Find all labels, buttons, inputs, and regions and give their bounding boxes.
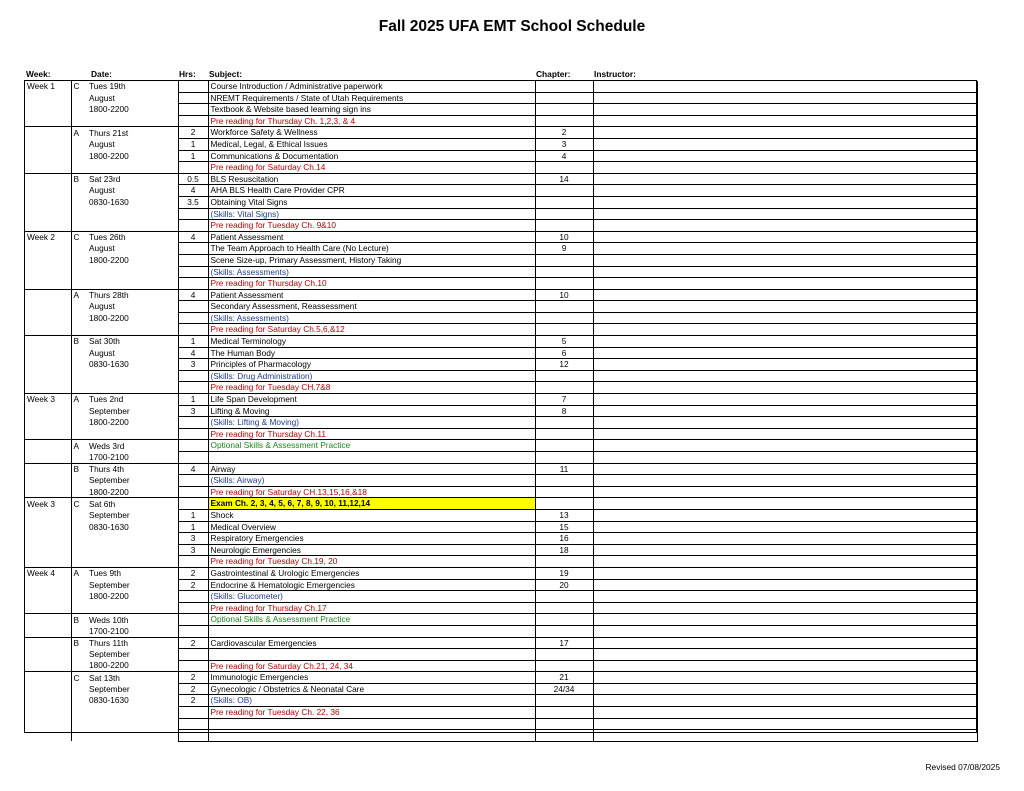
- chapter-cell: 11: [535, 463, 593, 475]
- hours-cell: 2: [178, 127, 208, 139]
- subject-cell: Respiratory Emergencies: [208, 533, 535, 545]
- subject-cell: Pre reading for Tuesday Ch. 9&10: [208, 220, 535, 232]
- chapter-cell: 21: [535, 672, 593, 684]
- subject-cell: Pre reading for Saturday CH.13,15,16,&18: [208, 486, 535, 498]
- date-cell: Thurs 4th: [87, 463, 178, 475]
- hours-cell: 1: [178, 394, 208, 406]
- date-cell: 1800-2200: [87, 591, 178, 603]
- chapter-cell: 19: [535, 567, 593, 579]
- subject-cell: Optional Skills & Assessment Practice: [208, 440, 535, 452]
- subject-cell: Patient Assessment: [208, 231, 535, 243]
- date-cell: 1800-2200: [87, 312, 178, 324]
- subject-cell: NREMT Requirements / State of Utah Requirements: [208, 92, 535, 104]
- header-hrs: Hrs:: [179, 69, 196, 79]
- date-cell: 1800-2200: [87, 486, 178, 498]
- section-cell: C: [73, 81, 80, 92]
- date-cell: Sat 30th: [87, 336, 178, 348]
- subject-cell: Medical, Legal, & Ethical Issues: [208, 138, 535, 150]
- date-cell: August: [87, 301, 178, 313]
- date-cell: 0830-1630: [87, 196, 178, 208]
- date-cell: 1800-2200: [87, 104, 178, 116]
- hours-cell: 1: [178, 509, 208, 521]
- subject-cell: Scene Size-up, Primary Assessment, History Taking: [208, 254, 535, 266]
- week-cell: Week 2: [25, 231, 71, 243]
- date-cell: Sat 23rd: [87, 173, 178, 185]
- subject-cell: Pre reading for Thursday Ch. 1,2,3, & 4: [208, 115, 535, 127]
- hours-cell: 3: [178, 544, 208, 556]
- subject-cell: BLS Resuscitation: [208, 173, 535, 185]
- date-cell: 1800-2200: [87, 150, 178, 162]
- hours-cell: 2: [178, 695, 208, 707]
- week-cell: Week 3: [25, 394, 71, 406]
- subject-cell: Shock: [208, 509, 535, 521]
- hours-cell: 0.5: [178, 173, 208, 185]
- date-cell: September: [87, 579, 178, 591]
- subject-cell: (Skills: Assessments): [208, 266, 535, 278]
- section-cell: B: [71, 614, 87, 626]
- hours-cell: 3: [178, 533, 208, 545]
- hours-cell: 4: [178, 347, 208, 359]
- date-cell: August: [87, 243, 178, 255]
- hours-cell: 3: [178, 405, 208, 417]
- date-cell: Tues 2nd: [87, 394, 178, 406]
- date-cell: August: [87, 185, 178, 197]
- subject-cell: (Skills: OB): [208, 695, 535, 707]
- subject-cell: Immunologic Emergencies: [208, 672, 535, 684]
- subject-cell: Pre reading for Thursday Ch.17: [208, 602, 535, 614]
- subject-cell: Airway: [208, 463, 535, 475]
- date-cell: 1800-2200: [87, 254, 178, 266]
- date-cell: 1800-2200: [87, 660, 178, 672]
- week-cell: Week 1: [25, 81, 71, 92]
- date-cell: 1700-2100: [87, 625, 178, 637]
- header-chapter: Chapter:: [536, 69, 571, 79]
- hours-cell: 4: [178, 231, 208, 243]
- chapter-cell: 17: [535, 637, 593, 649]
- chapter-cell: 2: [535, 127, 593, 139]
- chapter-cell: 10: [535, 231, 593, 243]
- subject-cell: The Human Body: [208, 347, 535, 359]
- subject-cell: Principles of Pharmacology: [208, 359, 535, 371]
- hours-cell: 4: [178, 289, 208, 301]
- hours-cell: 2: [178, 579, 208, 591]
- date-cell: Sat 6th: [87, 498, 178, 510]
- subject-cell: Neurologic Emergencies: [208, 544, 535, 556]
- hours-cell: 4: [178, 185, 208, 197]
- subject-cell: Medical Overview: [208, 521, 535, 533]
- date-cell: 0830-1630: [87, 359, 178, 371]
- hours-cell: 2: [178, 567, 208, 579]
- hours-cell: 3: [178, 359, 208, 371]
- chapter-cell: 7: [535, 394, 593, 406]
- subject-cell: Endocrine & Hematologic Emergencies: [208, 579, 535, 591]
- chapter-cell: 16: [535, 533, 593, 545]
- subject-cell: Pre reading for Saturday Ch.5,6,&12: [208, 324, 535, 336]
- date-cell: September: [87, 509, 178, 521]
- subject-cell: Patient Assessment: [208, 289, 535, 301]
- chapter-cell: 15: [535, 521, 593, 533]
- date-cell: Tues 9th: [87, 567, 178, 579]
- subject-cell: Pre reading for Saturday Ch.21, 24, 34: [208, 660, 535, 672]
- section-cell: B: [71, 336, 87, 348]
- subject-cell: Pre reading for Tuesday Ch.19, 20: [208, 556, 535, 568]
- chapter-cell: 5: [535, 336, 593, 348]
- subject-cell: Textbook & Website based learning sign ins: [208, 104, 535, 116]
- section-cell: B: [71, 637, 87, 649]
- hours-cell: 4: [178, 463, 208, 475]
- subject-cell: Lifting & Moving: [208, 405, 535, 417]
- date-cell: 1700-2100: [87, 452, 178, 464]
- revised-date: Revised 07/08/2025: [925, 762, 1000, 772]
- date-cell: September: [87, 649, 178, 661]
- date-cell: Weds 10th: [87, 614, 178, 626]
- chapter-cell: 8: [535, 405, 593, 417]
- chapter-cell: 3: [535, 138, 593, 150]
- hours-cell: 1: [178, 150, 208, 162]
- section-cell: C: [71, 672, 87, 684]
- section-cell: C: [71, 231, 87, 243]
- subject-cell: Pre reading for Saturday Ch.14: [208, 162, 535, 174]
- subject-cell: (Skills: Vital Signs): [208, 208, 535, 220]
- subject-cell: Pre reading for Tuesday Ch. 22, 36: [208, 707, 535, 719]
- section-cell: B: [71, 463, 87, 475]
- section-cell: A: [71, 394, 87, 406]
- chapter-cell: 20: [535, 579, 593, 591]
- chapter-cell: 14: [535, 173, 593, 185]
- date-cell: Thurs 28th: [87, 289, 178, 301]
- chapter-cell: 12: [535, 359, 593, 371]
- section-cell: A: [71, 567, 87, 579]
- subject-cell: Life Span Development: [208, 394, 535, 406]
- chapter-cell: 10: [535, 289, 593, 301]
- subject-cell: Exam Ch. 2, 3, 4, 5, 6, 7, 8, 9, 10, 11,12,14: [208, 498, 535, 510]
- subject-cell: Workforce Safety & Wellness: [208, 127, 535, 139]
- hours-cell: 2: [178, 637, 208, 649]
- subject-cell: Gastrointestinal & Urologic Emergencies: [208, 567, 535, 579]
- subject-cell: AHA BLS Health Care Provider CPR: [208, 185, 535, 197]
- date-cell: 0830-1630: [87, 521, 178, 533]
- hours-cell: 3.5: [178, 196, 208, 208]
- subject-cell: Cardiovascular Emergencies: [208, 637, 535, 649]
- section-cell: A: [71, 127, 87, 139]
- hours-cell: 1: [178, 336, 208, 348]
- date-cell: Thurs 21st: [87, 127, 178, 139]
- week-cell: Week 4: [25, 567, 71, 579]
- subject-cell: Communications & Documentation: [208, 150, 535, 162]
- header-instructor: Instructor:: [594, 69, 636, 79]
- date-cell: August: [87, 92, 178, 104]
- header-subject: Subject:: [209, 69, 243, 79]
- date-cell: Weds 3rd: [87, 440, 178, 452]
- header-week: Week:: [26, 69, 51, 79]
- section-cell: C: [71, 498, 87, 510]
- subject-cell: Obtaining Vital Signs: [208, 196, 535, 208]
- section-cell: B: [71, 173, 87, 185]
- date-cell: August: [87, 138, 178, 150]
- section-cell: A: [71, 289, 87, 301]
- page-title: Fall 2025 UFA EMT School Schedule: [378, 18, 646, 35]
- subject-cell: Secondary Assessment, Reassessment: [208, 301, 535, 313]
- chapter-cell: 24/34: [535, 683, 593, 695]
- chapter-cell: 9: [535, 243, 593, 255]
- subject-cell: (Skills: Lifting & Moving): [208, 417, 535, 429]
- chapter-cell: 18: [535, 544, 593, 556]
- week-cell: Week 3: [25, 498, 71, 510]
- hours-cell: 2: [178, 672, 208, 684]
- subject-cell: Gynecologic / Obstetrics & Neonatal Care: [208, 683, 535, 695]
- subject-cell: Pre reading for Tuesday CH.7&8: [208, 382, 535, 394]
- date-cell: September: [87, 683, 178, 695]
- hours-cell: 1: [178, 521, 208, 533]
- date-cell: Sat 13th: [87, 672, 178, 684]
- section-cell: A: [71, 440, 87, 452]
- chapter-cell: 13: [535, 509, 593, 521]
- date-cell: August: [87, 347, 178, 359]
- subject-cell: (Skills: Assessments): [208, 312, 535, 324]
- chapter-cell: 4: [535, 150, 593, 162]
- date-cell: Thurs 11th: [87, 637, 178, 649]
- hours-cell: 1: [178, 138, 208, 150]
- subject-cell: The Team Approach to Health Care (No Lecture): [208, 243, 535, 255]
- table-frame: [24, 80, 977, 733]
- date-cell: September: [87, 475, 178, 487]
- date-cell: September: [87, 405, 178, 417]
- hours-cell: 2: [178, 683, 208, 695]
- subject-cell: (Skills: Airway): [208, 475, 535, 487]
- subject-cell: (Skills: Glucometer): [208, 591, 535, 603]
- date-cell: Tues 26th: [87, 231, 178, 243]
- date-cell: Tues 19th: [87, 81, 178, 92]
- chapter-cell: 6: [535, 347, 593, 359]
- subject-cell: (Skills: Drug Administration): [208, 370, 535, 382]
- subject-cell: Optional Skills & Assessment Practice: [208, 614, 535, 626]
- header-date: Date:: [91, 69, 112, 79]
- date-cell: 1800-2200: [87, 417, 178, 429]
- date-cell: 0830-1630: [87, 695, 178, 707]
- subject-cell: Pre reading for Thursday Ch.10: [208, 278, 535, 290]
- subject-cell: Pre reading for Thursday Ch.11: [208, 428, 535, 440]
- subject-cell: Medical Terminology: [208, 336, 535, 348]
- subject-cell: Course Introduction / Administrative paperwork: [208, 81, 535, 92]
